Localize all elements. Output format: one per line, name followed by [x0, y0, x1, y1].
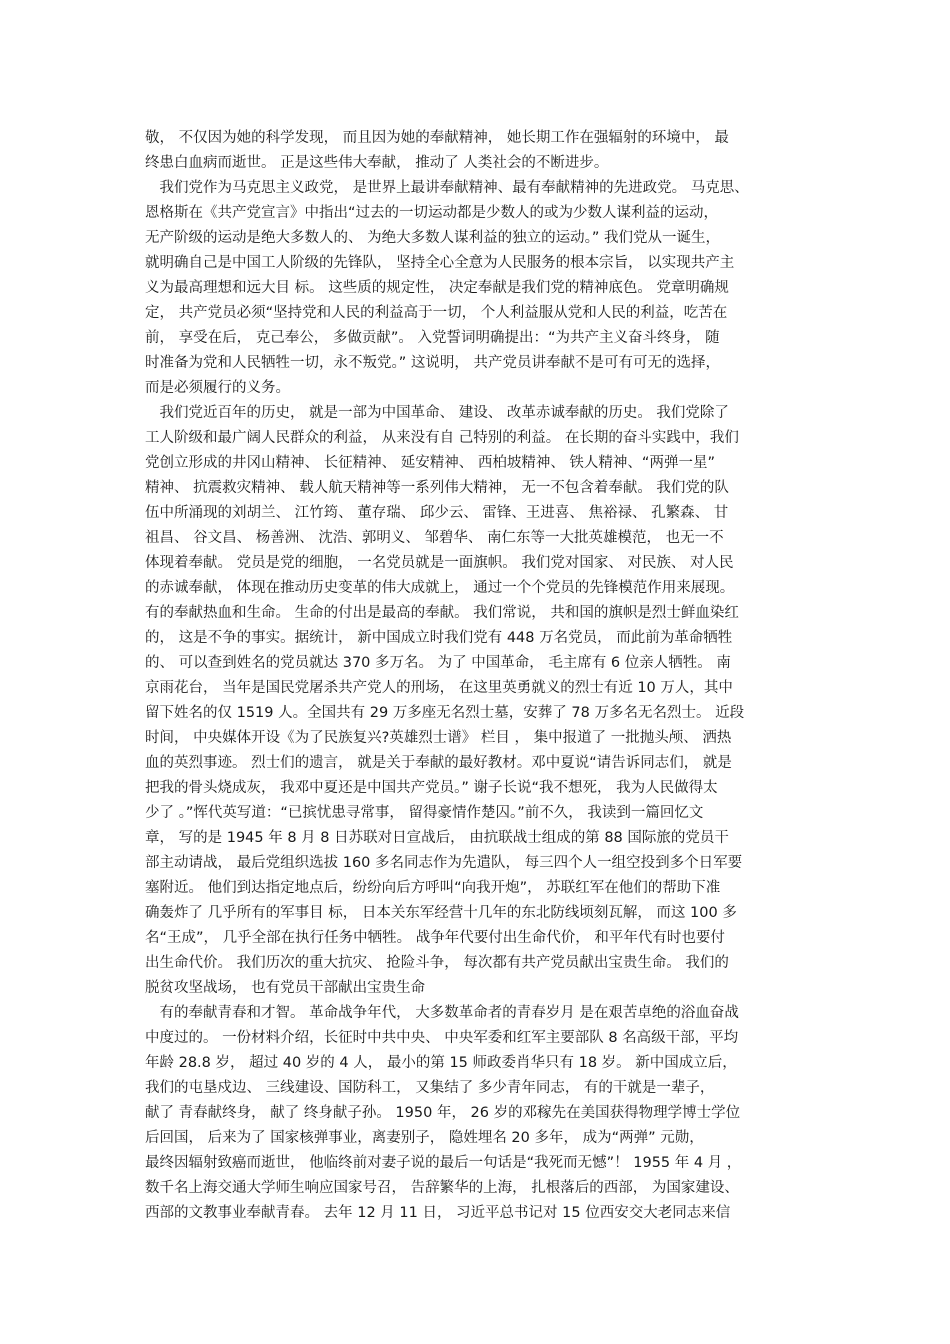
- document-body-text: [145, 126, 815, 1226]
- text-line: 少了 。”恽代英写道：“已摈忧患寻常事， 留得豪情作楚囚。”前不久， 我读到一篇回忆文: [145, 805, 704, 821]
- text-line: 有的奉献青春和才智。 革命战争年代， 大多数革命者的青春岁月 是在艰苦卓绝的浴血奋战: [145, 1005, 739, 1021]
- text-line: 恩格斯在《共产党宣言》中指出“过去的一切运动都是少数人的或为少数人谋利益的运动，: [145, 205, 719, 221]
- text-line: 我们党作为马克思主义政党， 是世界上最讲奉献精神、最有奉献精神的先进政党。 马克思、: [145, 180, 749, 196]
- text-line: 年龄 28.8 岁， 超过 40 岁的 4 人， 最小的第 15 师政委肖华只有 18 岁。 新中国成立后，: [145, 1055, 737, 1071]
- text-line: 部主动请战， 最后党组织选拔 160 多名同志作为先遣队， 每三四个人一组空投到多个日军要: [145, 855, 743, 871]
- text-line: 献了 青春献终身， 献了 终身献子孙。 1950 年， 26 岁的邓稼先在美国获得物理学博士学位: [145, 1105, 741, 1121]
- text-line: 的， 这是不争的事实。据统计， 新中国成立时我们党有 448 万名党员， 而此前为革命牺牲: [145, 630, 733, 646]
- text-line: 数千名上海交通大学师生响应国家号召， 告辞繁华的上海， 扎根落后的西部， 为国家建设、: [145, 1180, 739, 1196]
- text-line: 工人阶级和最广阔人民群众的利益， 从来没有自 己特别的利益。 在长期的奋斗实践中，我们: [145, 430, 739, 446]
- text-line: 而是必须履行的义务。: [145, 380, 290, 396]
- text-line: 义为最高理想和远大目 标。 这些质的规定性， 决定奉献是我们党的精神底色。 党章明确规: [145, 280, 729, 296]
- text-line: 伍中所涌现的刘胡兰、 江竹筠、 董存瑞、 邱少云、 雷锋、王进喜、 焦裕禄、 孔繁森、 甘: [145, 505, 729, 521]
- text-line: 体现着奉献。 党员是党的细胞， 一名党员就是一面旗帜。 我们党对国家、 对民族、 对人民: [145, 555, 734, 571]
- text-line: 脱贫攻坚战场， 也有党员干部献出宝贵生命: [145, 980, 426, 996]
- text-line: 敬， 不仅因为她的科学发现， 而且因为她的奉献精神， 她长期工作在强辐射的环境中， 最: [145, 130, 729, 146]
- text-line: 无产阶级的运动是绝大多数人的、 为绝大多数人谋利益的独立的运动。” 我们党从一诞生，: [145, 230, 720, 246]
- text-line: 京雨花台， 当年是国民党屠杀共产党人的刑场， 在这里英勇就义的烈士有近 10 万人，其中: [145, 680, 733, 696]
- text-line: 的赤诚奉献， 体现在推动历史变革的伟大成就上， 通过一个个党员的先锋模范作用来展现。: [145, 580, 735, 596]
- text-line: 塞附近。 他们到达指定地点后，纷纷向后方呼叫“向我开炮”， 苏联红军在他们的帮助下准: [145, 880, 721, 896]
- text-line: 把我的骨头烧成灰， 我邓中夏还是中国共产党员。” 谢子长说“我不想死， 我为人民做得太: [145, 780, 718, 796]
- text-line: 有的奉献热血和生命。 生命的付出是最高的奉献。 我们常说， 共和国的旗帜是烈士鲜血染红: [145, 605, 739, 621]
- text-line: 就明确自己是中国工人阶级的先锋队， 坚持全心全意为人民服务的根本宗旨， 以实现共产主: [145, 255, 735, 271]
- text-line: 留下姓名的仅 1519 人。全国共有 29 万多座无名烈士墓，安葬了 78 万多名无名烈士。 近段: [145, 705, 745, 721]
- text-line: 时准备为党和人民牺牲一切，永不叛党。” 这说明， 共产党员讲奉献不是可有可无的选择，: [145, 355, 720, 371]
- text-line: 我们党近百年的历史， 就是一部为中国革命、 建设、 改革赤诚奉献的历史。 我们党除了: [145, 405, 729, 421]
- text-line: 定， 共产党员必须“坚持党和人民的利益高于一切， 个人利益服从党和人民的利益，吃苦在: [145, 305, 728, 321]
- text-line: 章， 写的是 1945 年 8 月 8 日苏联对日宣战后， 由抗联战士组成的第 88 国际旅的党员干: [145, 830, 729, 846]
- text-line: 祖昌、 谷文昌、 杨善洲、 沈浩、郭明义、 邹碧华、 南仁东等一大批英雄模范， 也无一不: [145, 530, 724, 546]
- text-line: 的、 可以查到姓名的党员就达 370 多万名。 为了 中国革命， 毛主席有 6 位亲人牺牲。 南: [145, 655, 731, 671]
- text-line: 前， 享受在后， 克己奉公， 多做贡献”。 入党誓词明确提出：“为共产主义奋斗终身， 随: [145, 330, 720, 346]
- text-line: 出生命代价。 我们历次的重大抗灾、 抢险斗争， 每次都有共产党员献出宝贵生命。 我们的: [145, 955, 729, 971]
- text-line: 名“王成”， 几乎全部在执行任务中牺牲。 战争年代要付出生命代价， 和平年代有时也要付: [145, 930, 725, 946]
- text-line: 血的英烈事迹。 烈士们的遗言， 就是关于奉献的最好教材。邓中夏说“请告诉同志们， 就是: [145, 755, 732, 771]
- text-line: 西部的文教事业奉献青春。 去年 12 月 11 日， 习近平总书记对 15 位西安交大老同志来信: [145, 1205, 731, 1221]
- text-line: 我们的屯垦戍边、 三线建设、国防科工， 又集结了 多少青年同志， 有的干就是一辈子，: [145, 1080, 715, 1096]
- text-line: 确轰炸了 几乎所有的军事目 标， 日本关东军经营十几年的东北防线顷刻瓦解， 而这 100 多: [145, 905, 737, 921]
- text-line: 最终因辐射致癌而逝世， 他临终前对妻子说的最后一句话是“我死而无憾”！ 1955 年 4 月 ，: [145, 1155, 742, 1171]
- text-line: 党创立形成的井冈山精神、 长征精神、 延安精神、 西柏坡精神、 铁人精神、“两弹一星”: [145, 455, 715, 471]
- text-line: 后回国， 后来为了 国家核弹事业，离妻别子， 隐姓埋名 20 多年， 成为“两弹” 元勋，: [145, 1130, 704, 1146]
- text-line: 精神、 抗震救灾精神、 载人航天精神等一系列伟大精神， 无一不包含着奉献。 我们党的队: [145, 480, 729, 496]
- text-line: 终患白血病而逝世。 正是这些伟大奉献， 推动了 人类社会的不断进步。: [145, 155, 609, 171]
- text-line: 时间， 中央媒体开设《为了民族复兴?英雄烈士谱》 栏目 ， 集中报道了 一批抛头颅、 洒热: [145, 730, 732, 746]
- text-line: 中度过的。 一份材料介绍，长征时中共中央、 中央军委和红军主要部队 8 名高级干部，平均: [145, 1030, 739, 1046]
